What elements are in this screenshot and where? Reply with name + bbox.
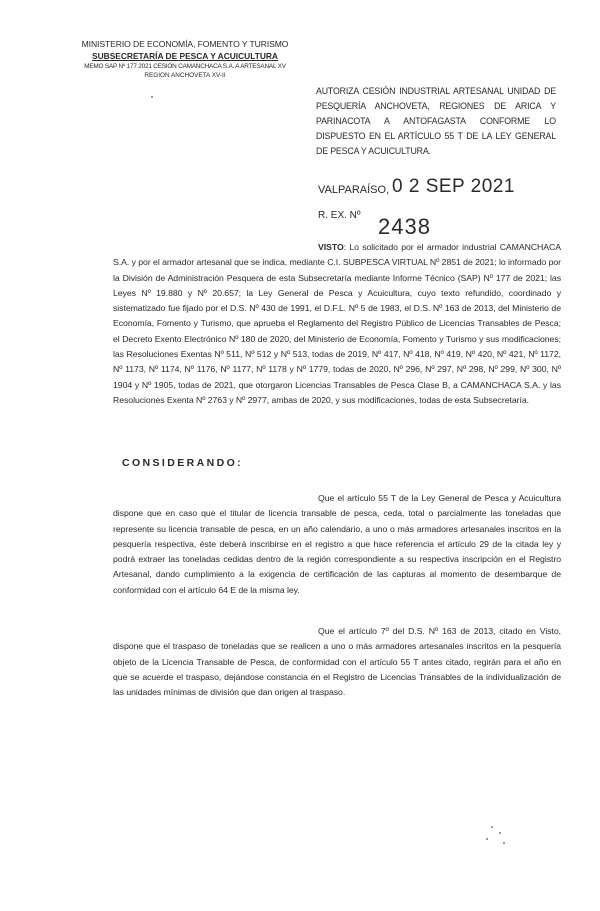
resolution-number: 2438	[378, 214, 431, 239]
scan-speck	[499, 832, 501, 834]
undersecretariat-name: SUBSECRETARÍA DE PESCA Y ACUICULTURA	[92, 51, 278, 61]
region-reference: REGION ANCHOVETA XV-II	[144, 72, 226, 79]
visto-lead: VISTO	[318, 242, 344, 252]
resolution-summary: AUTORIZA CESIÓN INDUSTRIAL ARTESANAL UNIDAD DE PESQUERÍA ANCHOVETA, REGIONES DE ARICA Y PARINACOTA A ANTOFAGASTA CONFORME LO DISPUESTO EN EL ARTÍCULO 55 T DE LA LEY GENERAL DE PESCA Y ACUICULTURA.	[316, 86, 556, 156]
considerando-text-1: Que el artículo 55 T de la Ley General de Pesca y Acuicultura dispone que en caso que el titular de licencia transable de pesca, ceda, total o parcialmente las toneladas que represente su licencia transable de pesca, en un año calendario, a uno o más armadores artesanales inscritos en la pesquería respectiva, éste deberá inscribirse en el registro a que hace referencia el artículo 29 de la citada ley y podrá extraer las toneladas cedidas dentro de la región correspondiente a su respectiva inscripción en el Registro Artesanal, dando cumplimiento a la exigencia de certificación de las capturas al momento de desembarque de conformidad con el artículo 64 E de la misma ley.	[113, 493, 561, 595]
letterhead	[60, 38, 310, 80]
ministry-name: MINISTERIO DE ECONOMÍA, FOMENTO Y TURISMO	[81, 39, 289, 49]
visto-text: : Lo solicitado por el armador industrial CAMANCHACA S.A. y por el armador artesanal que se indica, mediante C.I. SUBPESCA VIRTUAL Nº 2851 de 2021; lo informado por la División de Administración Pesquera de esta Subsecretaría mediante Informe Técnico (SAP) Nº 177 de 2021; las Leyes Nº 19.880 y Nº 20.657; la Ley General de Pesca y Acuicultura, cuyo texto refundido, coordinado y sistematizado fue fijado por el D.S. Nº 430 de 1991, el D.F.L. Nº 5 de 1983, el D.S. Nº 163 de 2013, del Ministerio de Economía, Fomento y Turismo, que aprueba el Reglamento del Registro Público de Licencias Transables de Pesca; el Decreto Exento Electrónico Nº 180 de 2020, del Ministerio de Economía, Fomento y Turismo y sus modificaciones; las Resoluciones Exentas Nº 511, Nº 512 y Nº 513, todas de 2019, Nº 417, Nº 418, Nº 419, Nº 420, Nº 421, Nº 1172, Nº 1173, Nº 1174, Nº 1176, Nº 1177, Nº 1178 y Nº 1779, todas de 2020, Nº 296, Nº 297, Nº 298, Nº 299, Nº 300, Nº 1904 y Nº 1905, todas de 2021, que otorgaron Licencias Transables de Pesca Clase B, a CAMANCHACA S.A. y las Resoluciones Exenta Nº 2763 y Nº 2977, ambas de 2020, y sus modificaciones, todas de esta Subsecretaría.	[113, 242, 561, 405]
date-stamp: 0 2 SEP 2021	[392, 176, 515, 197]
scan-speck	[486, 838, 488, 840]
scan-speck	[503, 842, 505, 844]
rex-label: R. EX. Nº	[318, 210, 361, 221]
considerando-heading: CONSIDERANDO:	[122, 457, 244, 469]
scan-speck	[491, 826, 493, 828]
considerando-text-2: Que el artículo 7º del D.S. Nº 163 de 2013, citado en Visto, dispone que el traspaso de toneladas que se realicen a uno o más armadores artesanales inscritos en la pesquería objeto de la Licencia Transable de Pesca, de conformidad con el artículo 55 T antes citado, regirán para el año en que se acuerde el traspaso, dejándose constancia en el Registro de Licencias Transables de la individualización de las unidades mínimas de división que dan origen al traspaso.	[113, 626, 561, 698]
place-label: VALPARAÍSO,	[318, 184, 390, 196]
memo-reference: MEMO SAP Nº 177 2021 CESIÓN CAMANCHACA S.A. A ARTESANAL XV	[84, 63, 286, 70]
considerando-paragraph-2	[113, 624, 561, 700]
visto-paragraph	[113, 240, 561, 408]
scan-speck	[151, 96, 153, 98]
considerando-paragraph-1	[113, 491, 561, 598]
